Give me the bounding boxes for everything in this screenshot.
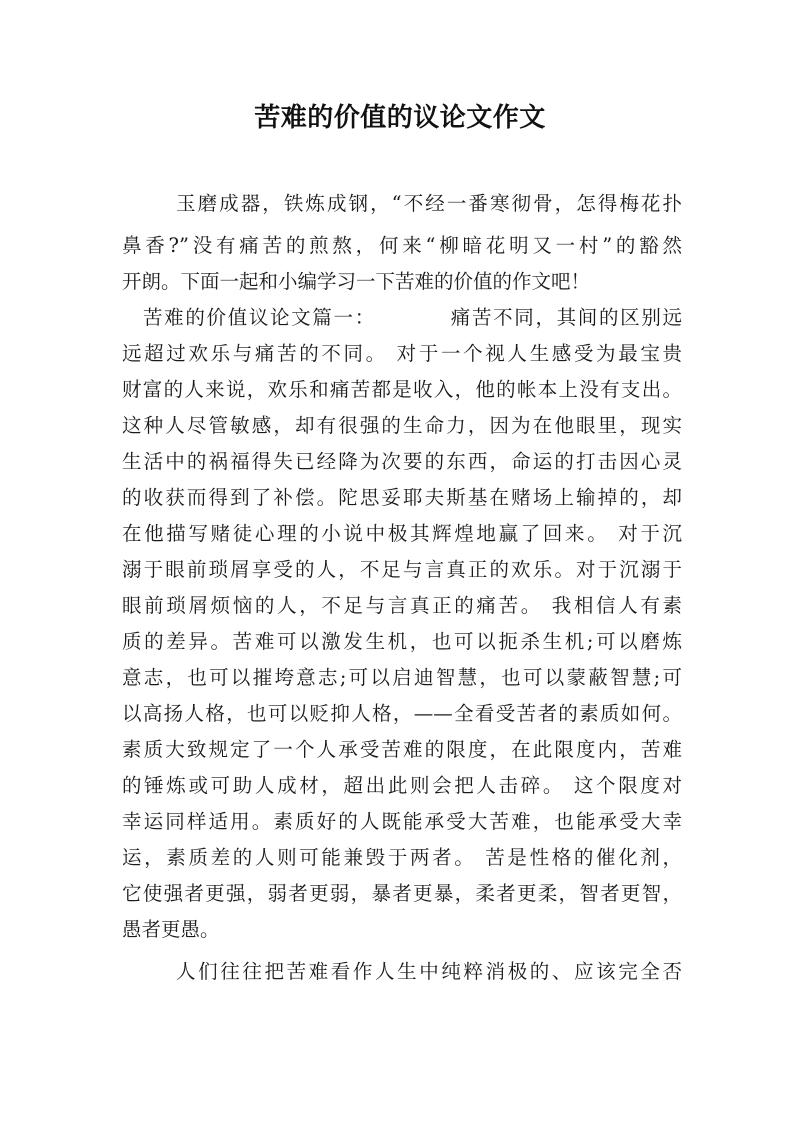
paragraph-line: 在他描写赌徒心理的小说中极其辉煌地赢了回来。 对于沉 [122, 522, 682, 545]
paragraph-line: 溺于眼前琐屑享受的人，不足与言真正的欢乐。对于沉溺于 [122, 558, 682, 581]
paragraph-line: 意志，也可以摧垮意志;可以启迪智慧，也可以蒙蔽智慧;可 [122, 666, 682, 689]
page-title: 苦难的价值的议论文作文 [254, 103, 546, 133]
paragraph-line: 鼻香?”没有痛苦的煎熬，何来“柳暗花明又一村”的豁然 [122, 234, 682, 257]
paragraph-line: 以高扬人格，也可以贬抑人格，——全看受苦者的素质如何。 [122, 702, 682, 725]
paragraph-line: 这种人尽管敏感，却有很强的生命力，因为在他眼里，现实 [122, 414, 682, 437]
paragraph-line: 开朗。下面一起和小编学习一下苦难的价值的作文吧！ [122, 270, 591, 293]
paragraph-line: 的收获而得到了补偿。陀思妥耶夫斯基在赌场上输掉的，却 [122, 486, 682, 509]
paragraph-line: 运，素质差的人则可能兼毁于两者。 苦是性格的催化剂， [122, 846, 682, 869]
paragraph-line: 素质大致规定了一个人承受苦难的限度，在此限度内，苦难 [122, 738, 682, 761]
paragraph-line: 愚者更愚。 [122, 918, 220, 941]
paragraph-line: 人们往往把苦难看作人生中纯粹消极的、应该完全否 [176, 960, 682, 983]
paragraph-line: 玉磨成器，铁炼成钢，“不经一番寒彻骨，怎得梅花扑 [176, 192, 682, 215]
paragraph-line: 苦难的价值议论文篇一： 痛苦不同，其间的区别远 [143, 306, 682, 329]
paragraph-line: 远超过欢乐与痛苦的不同。 对于一个视人生感受为最宝贵 [122, 342, 682, 365]
paragraph-line: 质的差异。苦难可以激发生机，也可以扼杀生机;可以磨炼 [122, 630, 682, 653]
paragraph-line: 的锤炼或可助人成材，超出此则会把人击碎。 这个限度对 [122, 774, 682, 797]
paragraph-line: 眼前琐屑烦恼的人，不足与言真正的痛苦。 我相信人有素 [122, 594, 682, 617]
paragraph-line: 生活中的祸福得失已经降为次要的东西，命运的打击因心灵 [122, 450, 682, 473]
paragraph-line: 幸运同样适用。素质好的人既能承受大苦难，也能承受大幸 [122, 810, 682, 833]
paragraph-line: 它使强者更强，弱者更弱，暴者更暴，柔者更柔，智者更智， [122, 882, 682, 905]
paragraph-line: 财富的人来说，欢乐和痛苦都是收入，他的帐本上没有支出。 [122, 378, 682, 401]
